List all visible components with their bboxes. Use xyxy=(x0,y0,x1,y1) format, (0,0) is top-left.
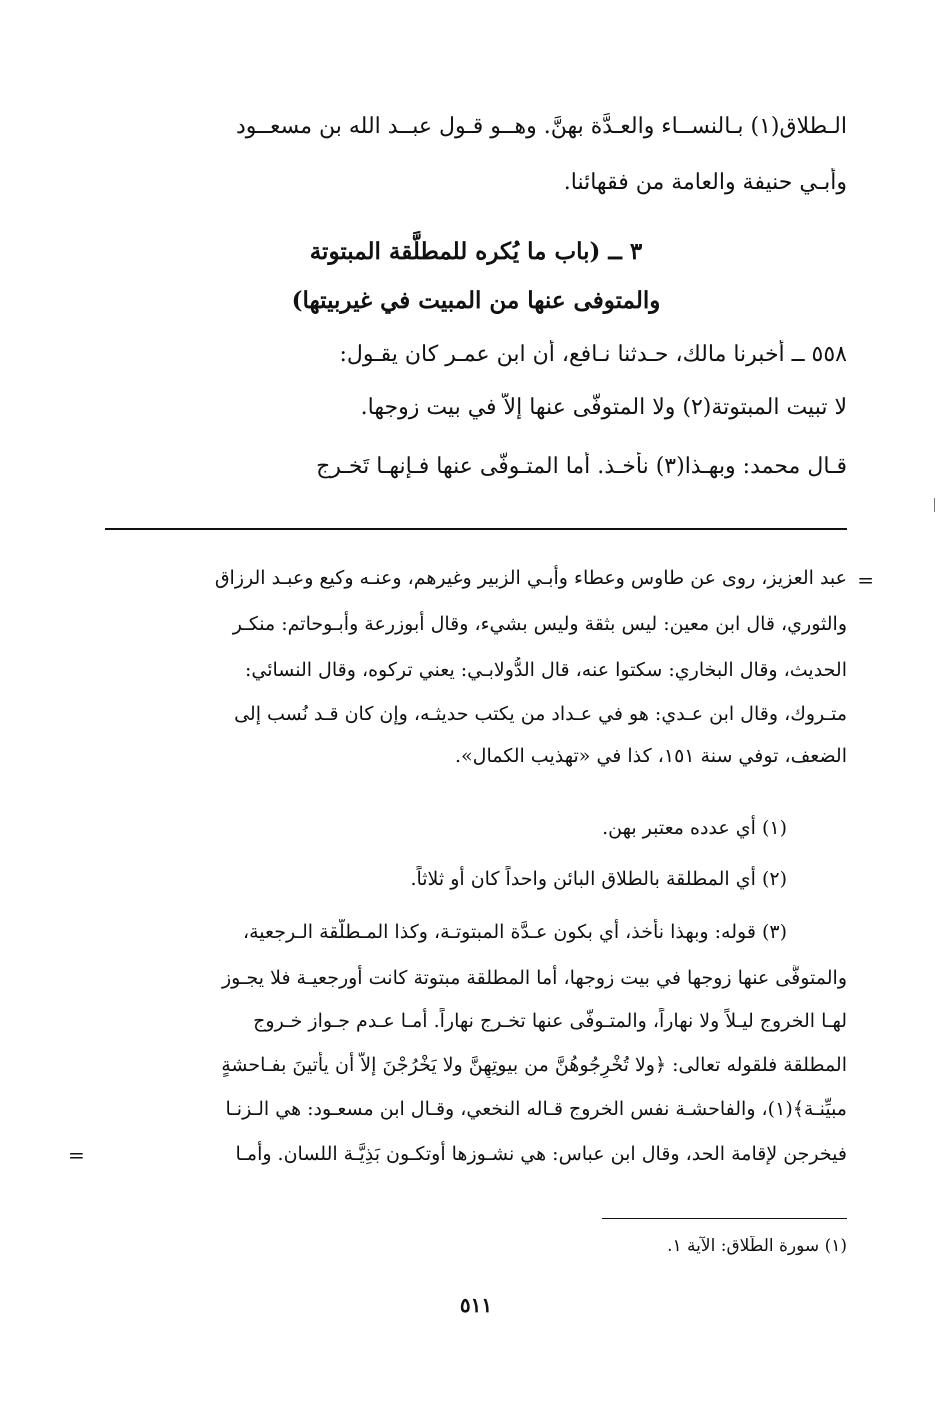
main-text-line-1: الـطلاق(١) بـالنســاء والعـدَّة بهنَّ. وهــو قـول عبــد الله بن مسعــود xyxy=(235,114,847,139)
footnote-continued-line-1: عبد العزيز، روى عن طاوس وعطاء وأبـي الزبير وغيرهم، وعنـه وكيع وعبـد الرزاق xyxy=(214,567,847,589)
continues-marker: = xyxy=(68,1143,85,1167)
page-number: ٥١١ xyxy=(459,1293,493,1317)
section-heading-line-1: ٣ ــ (باب ما يُكره للمطلَّقة المبتوتة xyxy=(309,238,643,265)
section-heading-line-2: والمتوفى عنها من المبيت في غيربيتها) xyxy=(291,287,661,314)
footnote-continued-line-2: والثوري، قال ابن معين: ليس بثقة وليس بشيء، وقال أبوزرعة وأبـوحاتم: منكـر xyxy=(232,613,847,635)
margin-mark xyxy=(934,498,935,512)
main-text-line-2: وأبـي حنيفة والعامة من فقهائنا. xyxy=(563,170,847,195)
footnote-1: (١) أي عدده معتبر بهن. xyxy=(602,817,787,839)
hadith-line-1: ٥٥٨ ــ أخبرنا مالك، حـدثنا نـافع، أن ابن عمـر كان يقـول: xyxy=(339,342,847,367)
footnote-continued-line-4: متـروك، وقال ابن عـدي: هو في عـداد من يكتب حديثـه، وإن كان قـد نُسب إلى xyxy=(234,703,847,725)
footnote-3-line-2: والمتوفَّى عنها زوجها في بيت زوجها، أما المطلقة مبتوتة كانت أورجعيـة فلا يجـوز xyxy=(221,967,847,989)
footnote-separator xyxy=(105,528,847,530)
footnote-continued-line-5: الضعف، توفي سنة ١٥١، كذا في «تهذيب الكمال». xyxy=(454,745,847,767)
subfootnote-separator xyxy=(602,1218,847,1219)
commentary-line: قـال محمد: وبهـذا(٣) نأخـذ. أما المتـوفَّى عنها فـإنهـا تَخـرج xyxy=(316,454,847,479)
hadith-line-2: لا تبيت المبتوتة(٢) ولا المتوفَّى عنها إلاَّ في بيت زوجها. xyxy=(360,395,847,420)
footnote-3-line-3: لهـا الخروج ليـلاً ولا نهاراً، والمتـوفّى عنها تخـرج نهاراً. أمـا عـدم جـواز خـروج xyxy=(253,1010,847,1032)
footnote-3-line-5: مبيِّنـة﴾(١)، والفاحشـة نفس الخروج قـاله النخعي، وقـال ابن مسعـود: هي الـزنـا xyxy=(225,1098,847,1120)
continuation-marker: = xyxy=(857,568,874,592)
footnote-3-line-6: فيخرجن لإقامة الحد، وقال ابن عباس: هي نشـوزها أوتكـون بَذِيَّـة اللسان. وأمـا xyxy=(235,1143,847,1165)
footnote-continued-line-3: الحديث، وقال البخاري: سكتوا عنه، قال الدُّولابـي: يعني تركوه، وقال النسائي: xyxy=(244,659,847,681)
footnote-3-line-1: (٣) قوله: وبهذا نأخذ، أي بكون عـدَّة المبتوتـة، وكذا المـطلَّقة الـرجعية، xyxy=(242,921,787,943)
footnote-3-line-4: المطلقة فلقوله تعالى: ﴿ولا تُخْرِجُوهُنَّ من بيوتِهِنَّ ولا يَخْرُجْنَ إلاَّ أن يأتينَ بفـاحشةٍ xyxy=(221,1054,847,1076)
footnote-2: (٢) أي المطلقة بالطلاق البائن واحداً كان أو ثلاثاً. xyxy=(410,868,787,890)
subfootnote: (١) سورة الطَّلاق: الآية ١. xyxy=(667,1236,847,1256)
